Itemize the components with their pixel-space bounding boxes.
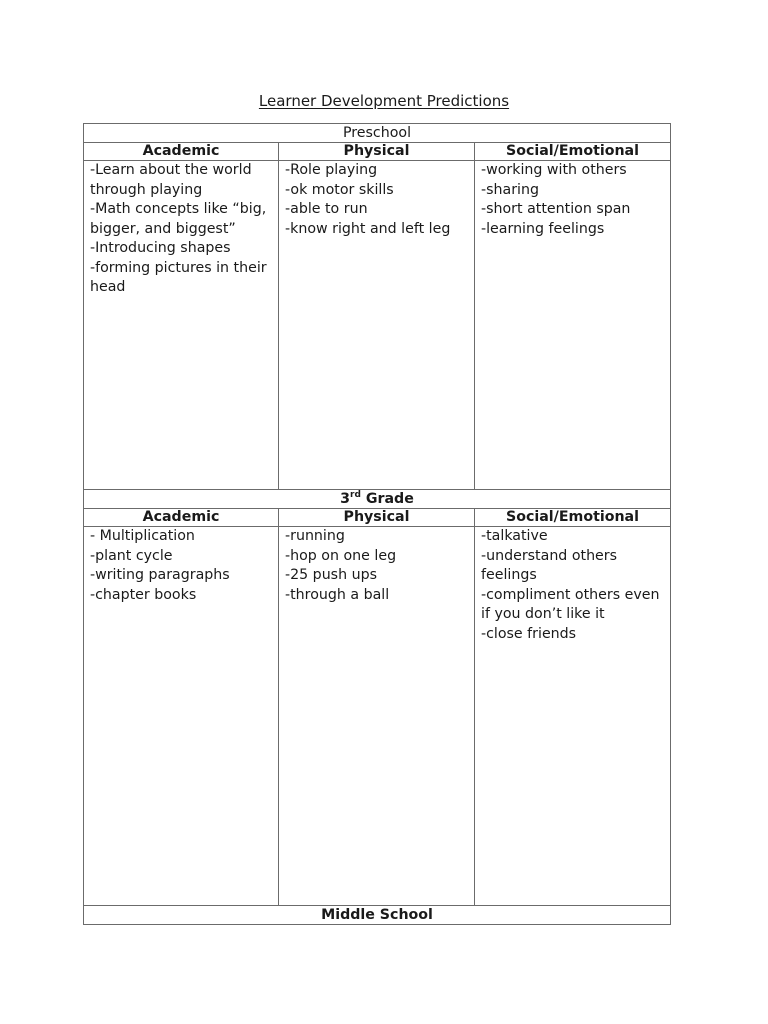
list-item: -know right and left leg	[285, 220, 451, 237]
list-item: -chapter books	[90, 586, 197, 603]
list-item: -writing paragraphs	[90, 567, 230, 583]
column-header-social: Social/Emotional	[475, 509, 671, 527]
column-header-row	[84, 509, 671, 527]
section-row-preschool	[84, 124, 671, 143]
list-item: -understand others feelings	[481, 547, 618, 583]
column-header-social: Social/Emotional	[475, 143, 671, 161]
document-title: Learner Development Predictions	[258, 92, 510, 110]
list-item: -through a ball	[285, 586, 390, 603]
list-item: -running	[285, 528, 345, 544]
academic-cell	[84, 161, 279, 490]
column-header-academic: Academic	[84, 143, 279, 161]
section-title-suffix: Grade	[360, 491, 414, 507]
list-item: -learning feelings	[481, 220, 605, 237]
academic-cell	[84, 527, 279, 906]
column-header-physical: Physical	[279, 509, 475, 527]
list-item: -sharing	[481, 181, 539, 198]
section-title-middle-school: Middle School	[84, 906, 671, 925]
physical-cell	[279, 527, 475, 906]
section-title-text: Preschool	[342, 125, 412, 141]
section-title-number: 3	[340, 491, 351, 507]
social-cell	[475, 527, 671, 906]
list-item: -25 push ups	[285, 567, 377, 583]
list-item: -short attention span	[481, 201, 631, 217]
list-item: -Role playing	[285, 162, 378, 178]
list-item: -Math concepts like “big, bigger, and biggest”	[90, 201, 267, 237]
column-header-academic: Academic	[84, 509, 279, 527]
list-item: -talkative	[481, 528, 548, 544]
list-item: -ok motor skills	[285, 181, 394, 198]
list-item: - Multiplication	[90, 528, 195, 544]
content-row-preschool	[84, 161, 671, 490]
section-title-3rd-grade	[84, 490, 671, 509]
development-table	[83, 123, 671, 925]
section-row-3rd-grade	[84, 490, 671, 509]
list-item: -close friends	[481, 625, 577, 642]
section-title-preschool	[84, 124, 671, 143]
list-item: -hop on one leg	[285, 547, 397, 564]
column-header-row	[84, 143, 671, 161]
list-item: -forming pictures in their head	[90, 259, 267, 295]
list-item: -working with others	[481, 162, 627, 178]
list-item: -compliment others even if you don’t like it	[481, 586, 660, 622]
content-row-3rd-grade	[84, 527, 671, 906]
list-item: -Learn about the world through playing	[90, 162, 252, 198]
section-title-ordinal: rd	[350, 490, 361, 500]
social-cell	[475, 161, 671, 490]
section-row-middle-school	[84, 906, 671, 925]
column-header-physical: Physical	[279, 143, 475, 161]
list-item: -plant cycle	[90, 547, 173, 564]
list-item: -Introducing shapes	[90, 240, 231, 256]
physical-cell	[279, 161, 475, 490]
list-item: -able to run	[285, 201, 368, 217]
